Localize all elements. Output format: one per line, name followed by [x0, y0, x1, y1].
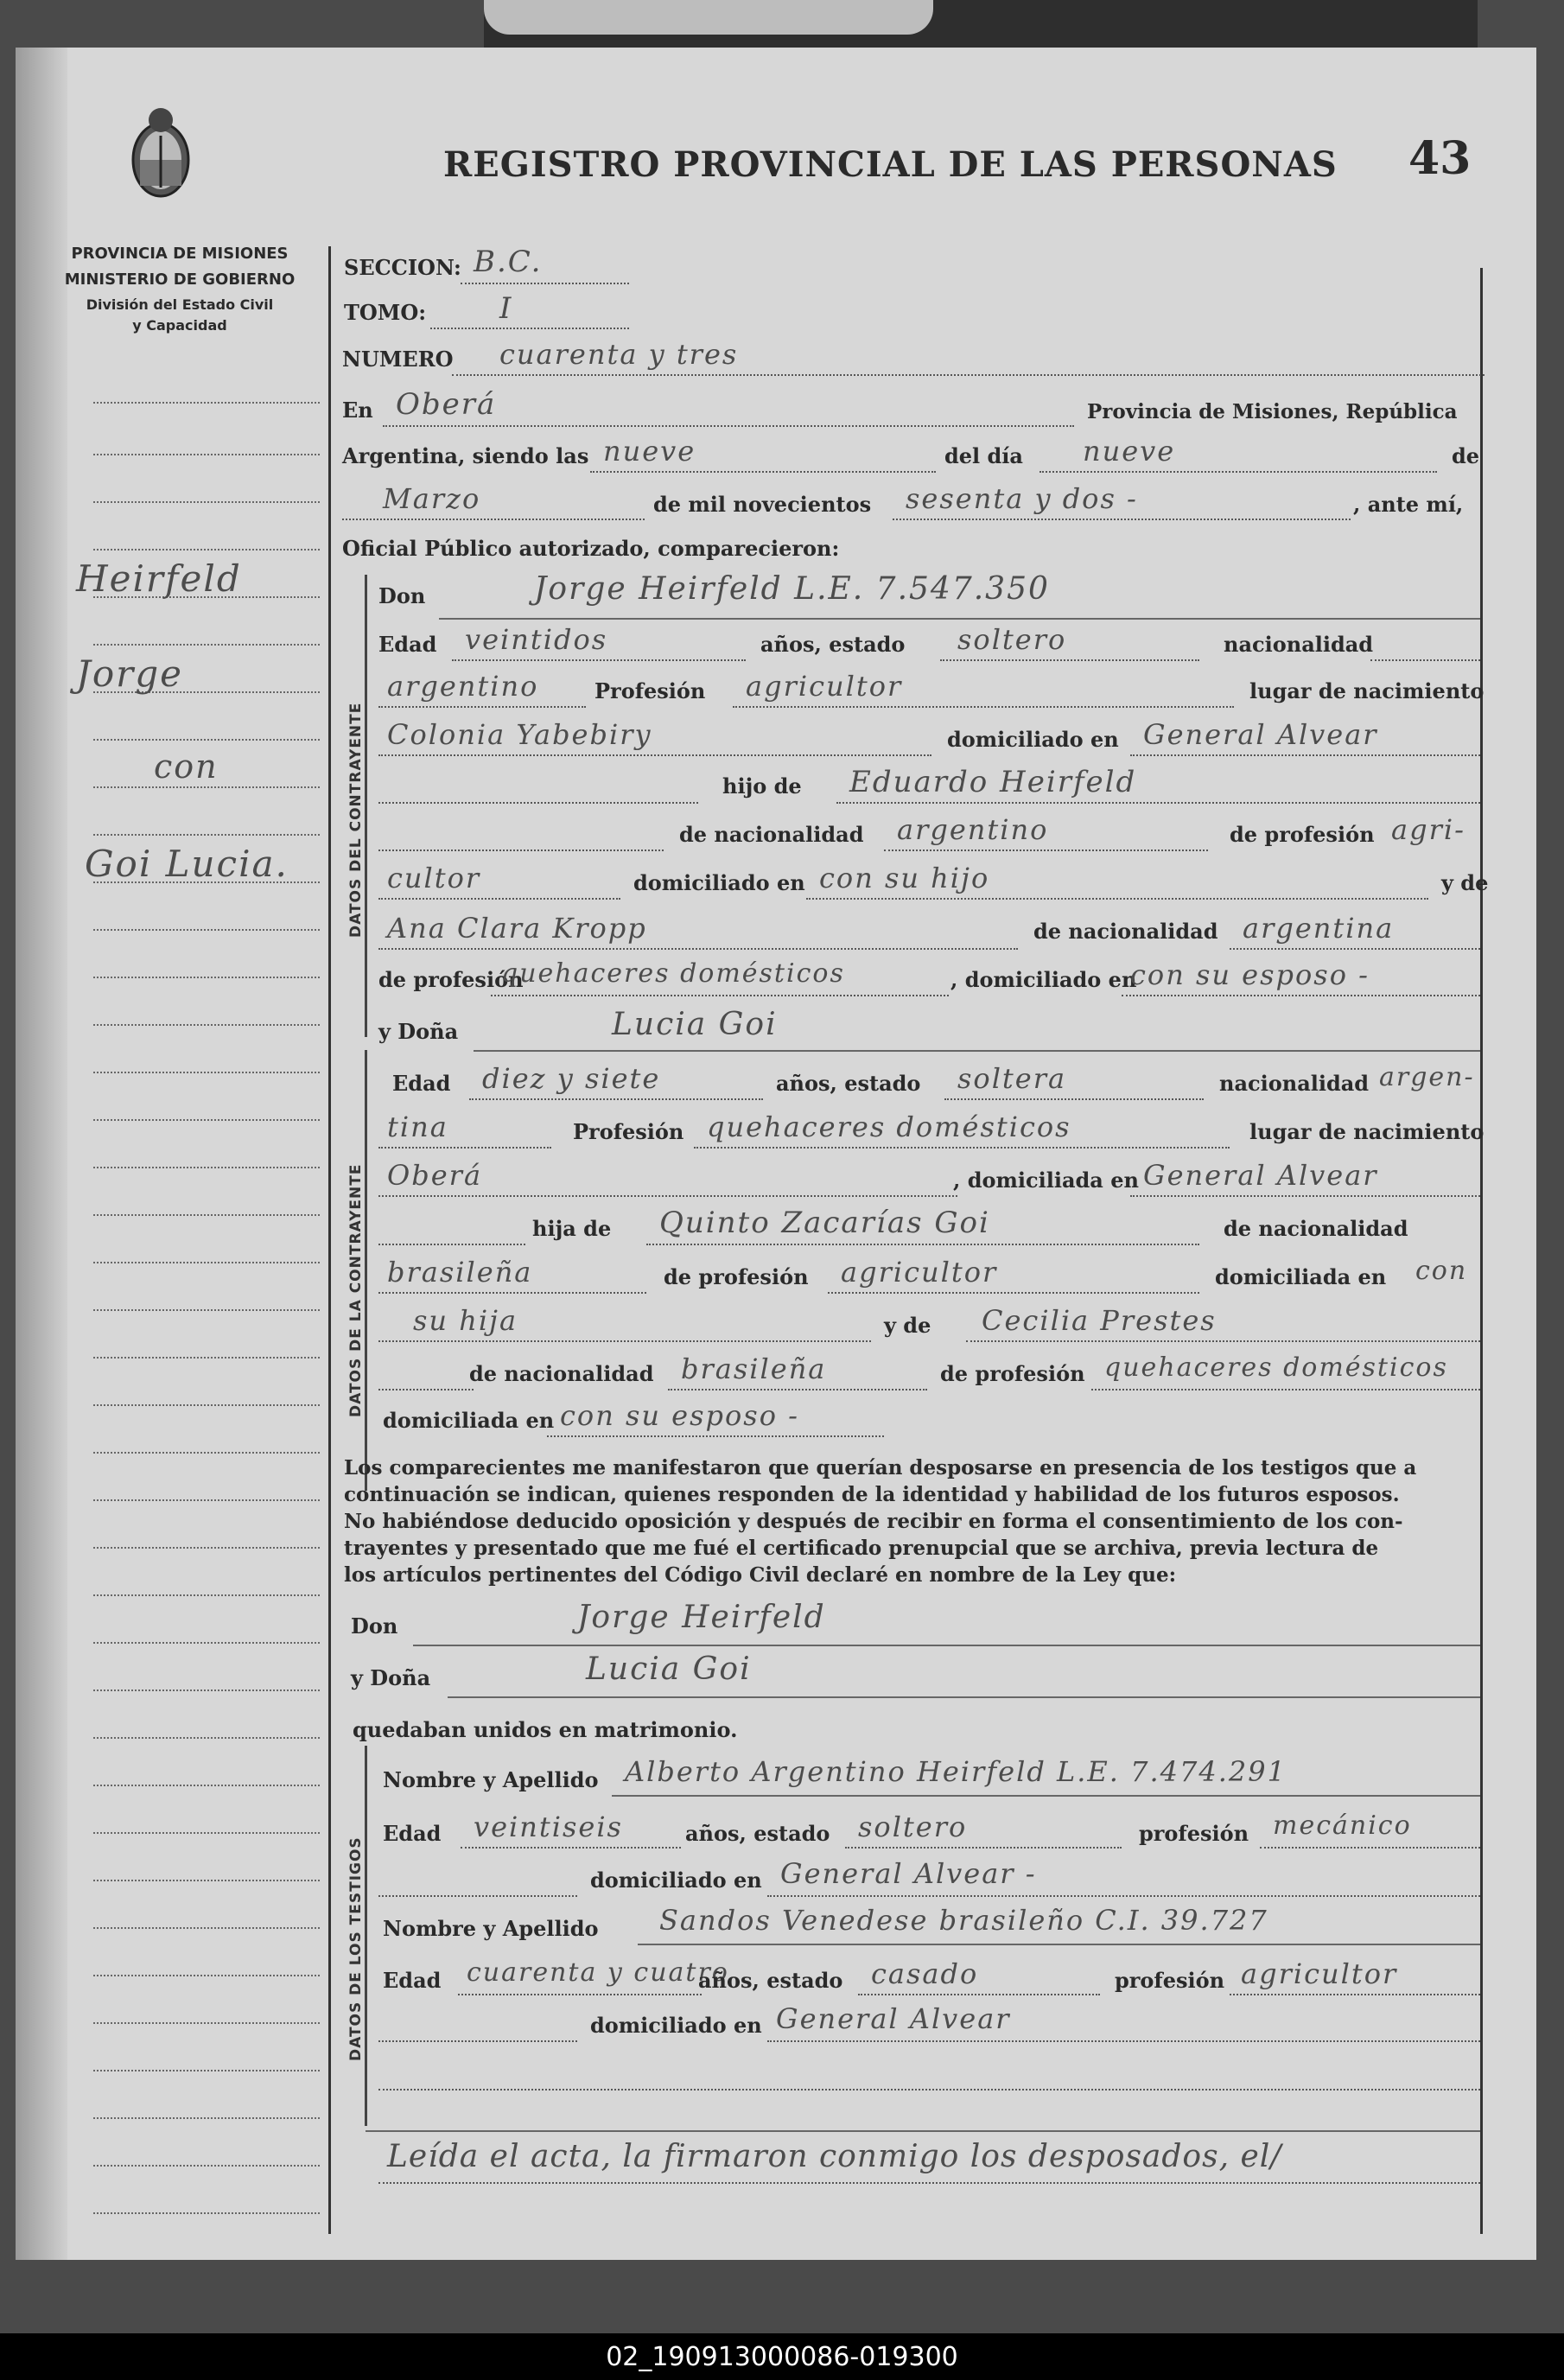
t2-dom-label: domiciliado en [590, 2013, 762, 2038]
c2-hija-label: hija de [532, 1216, 612, 1241]
c2-nac-b: tina [387, 1110, 448, 1143]
hora-value: nueve [603, 435, 696, 468]
c1-madre-dom: con su esposo - [1130, 958, 1370, 991]
c1-blank-line [378, 802, 698, 804]
declaration-line-5: los artículos pertinentes del Código Civil declaré en nombre de la Ley que: [344, 1563, 1177, 1587]
t2-dom: General Alvear [776, 2002, 1011, 2035]
c1-y-de: y de [1441, 870, 1489, 895]
en-line [383, 425, 1074, 427]
c1-madre-nac: argentina [1243, 912, 1395, 945]
c1-anios-estado: años, estado [760, 632, 906, 657]
page-number: 43 [1408, 132, 1472, 185]
contrayente2-section-label: DATOS DE LA CONTRAYENTE [347, 1163, 365, 1417]
c2-nombre-line [474, 1050, 1480, 1052]
contrayente-bracket [365, 575, 367, 1037]
c1-blank-line-2 [378, 850, 664, 851]
margin-divider [328, 246, 331, 2234]
provincia-text: Provincia de Misiones, República [1087, 400, 1458, 423]
c1-edad: veintidos [465, 623, 608, 656]
en-value: Oberá [396, 387, 497, 422]
c2-madre-line [966, 1340, 1480, 1342]
union-closing: quedaban unidos en matrimonio. [353, 1717, 738, 1742]
c1-profesion: agricultor [746, 670, 903, 703]
c2-domicilio-line [1130, 1195, 1480, 1197]
c2-edad-line [469, 1098, 763, 1100]
c2-madre-dom-label: domiciliada en [383, 1408, 555, 1433]
testigos-bracket [365, 1746, 367, 2126]
hora-line [590, 471, 936, 473]
footer-filename: 02_190913000086-019300 [606, 2342, 958, 2372]
c2-madre-nac-line [668, 1389, 927, 1390]
c1-madre-nac-label: de nacionalidad [1033, 919, 1218, 944]
margin-note-surname: Heirfeld [76, 557, 242, 600]
c2-profesion: quehaceres domésticos [707, 1110, 1071, 1143]
c1-padre-prof-label: de profesión [1230, 822, 1375, 847]
c2-estado: soltera [957, 1062, 1067, 1095]
t1-blank-line [378, 1895, 577, 1897]
mes-value: Marzo [383, 482, 481, 515]
background-paper-sheet [484, 0, 933, 35]
c2-blank-line-2 [378, 1389, 474, 1390]
numero-value: cuarenta y tres [499, 338, 739, 371]
c1-madre-dom-label: , domiciliado en [950, 967, 1137, 992]
c1-madre-dom-line [1122, 995, 1480, 996]
c2-padre-nac-label: de nacionalidad [1224, 1216, 1408, 1241]
c2-padre-dom-a: con [1415, 1256, 1468, 1286]
t2-label: Nombre y Apellido [383, 1916, 599, 1941]
mes-line [342, 519, 645, 520]
t2-estado-line [858, 1994, 1100, 1995]
contrayente2-bracket [365, 1050, 367, 1491]
c2-lugar-label: lugar de nacimiento [1249, 1119, 1485, 1144]
de-label: de [1452, 443, 1480, 468]
c1-padre-prof-b: cultor [387, 862, 481, 894]
union-dona-value: Lucia Goi [586, 1651, 752, 1687]
c2-padre: Quinto Zacarías Goi [659, 1206, 990, 1240]
c1-padre-nac-line [884, 850, 1208, 851]
tomo-value: I [499, 291, 513, 326]
t1-edad: veintiseis [474, 1810, 623, 1843]
c2-madre-prof-label: de profesión [940, 1361, 1085, 1386]
seccion-value: B.C. [474, 245, 543, 279]
t1-dom: General Alvear - [780, 1857, 1037, 1890]
margin-note-bride: Goi Lucia. [85, 843, 289, 885]
c1-padre-prof-a: agri- [1391, 813, 1465, 846]
c1-padre-line [836, 802, 1480, 804]
c2-padre-dom-line [378, 1340, 871, 1342]
t2-nombre-line [638, 1944, 1480, 1945]
c1-nacionalidad-line [378, 706, 586, 708]
closing-note-line [378, 2182, 1480, 2184]
t2-edad-label: Edad [383, 1968, 442, 1993]
t1-estado-line [845, 1847, 1122, 1849]
c1-estado-line [940, 659, 1199, 661]
c2-padre-prof-label: de profesión [664, 1264, 809, 1289]
dia-line [1039, 471, 1437, 473]
t2-prof: agricultor [1241, 1957, 1398, 1990]
c1-estado: soltero [957, 623, 1067, 656]
c2-edad: diez y siete [482, 1062, 661, 1095]
contrayente-section-label: DATOS DEL CONTRAYENTE [347, 702, 365, 938]
letterhead-line2: MINISTERIO DE GOBIERNO [64, 270, 296, 289]
c2-padre-dom-label: domiciliada en [1215, 1264, 1387, 1289]
c1-nac-label: nacionalidad [1224, 632, 1374, 657]
c1-edad-label: Edad [378, 632, 437, 657]
c1-padre-nac: argentino [897, 813, 1049, 846]
t1-dom-label: domiciliado en [590, 1868, 762, 1893]
c2-estado-line [944, 1098, 1204, 1100]
c2-nac-a: argen- [1379, 1062, 1475, 1092]
right-border [1480, 268, 1483, 2234]
page-binding-shadow [16, 48, 67, 2260]
c1-lugar-line [378, 754, 931, 756]
declaration-line-2: continuación se indican, quienes responden de la identidad y habilidad de los futuros esposos. [344, 1483, 1400, 1506]
tomo-line [430, 328, 629, 329]
c2-madre-prof: quehaceres domésticos [1104, 1352, 1448, 1383]
c2-blank-line [378, 1244, 525, 1245]
t1-prof-line [1260, 1847, 1480, 1849]
anio-line [893, 519, 1351, 520]
c2-padre-prof: agricultor [841, 1256, 998, 1289]
c2-padre-dom-b: su hija [413, 1304, 518, 1337]
tomo-label: TOMO: [344, 300, 427, 325]
c2-domicilio: General Alvear [1143, 1159, 1378, 1192]
c2-padre-line [646, 1244, 1199, 1245]
c2-madre: Cecilia Prestes [982, 1304, 1217, 1337]
c2-nombre: Lucia Goi [612, 1007, 778, 1042]
t2-prof-label: profesión [1115, 1968, 1225, 1993]
c2-edad-label: Edad [392, 1071, 451, 1096]
t1-label: Nombre y Apellido [383, 1767, 599, 1792]
t1-prof: mecánico [1273, 1810, 1412, 1841]
c1-don-label: Don [378, 583, 426, 608]
c2-padre-nac: brasileña [387, 1256, 533, 1289]
declaration-line-3: No habiéndose deducido oposición y después de recibir en forma el consentimiento de los con- [344, 1510, 1403, 1533]
seccion-label: SECCION: [344, 255, 461, 280]
testigos-blank-line [378, 2089, 1480, 2090]
t2-edad-line [458, 1994, 702, 1995]
anio-value: sesenta y dos - [906, 482, 1138, 515]
letterhead-line4: y Capacidad [132, 317, 227, 334]
c2-madre-dom-line [547, 1435, 884, 1437]
t1-nombre: Alberto Argentino Heirfeld L.E. 7.474.291 [625, 1755, 1287, 1788]
union-dona-label: y Doña [351, 1665, 431, 1690]
t2-nombre: Sandos Venedese brasileño C.I. 39.727 [659, 1904, 1268, 1937]
numero-label: NUMERO [342, 347, 454, 372]
c1-nac-line [1370, 659, 1480, 661]
c1-padre-prof-line [378, 898, 620, 900]
c2-dona-label: y Doña [378, 1019, 459, 1044]
c2-madre-prof-line [1091, 1389, 1480, 1390]
c1-padre: Eduardo Heirfeld [849, 765, 1137, 799]
c1-madre-nac-line [1230, 948, 1480, 950]
c1-lugar-label: lugar de nacimiento [1249, 678, 1485, 703]
seccion-line [461, 283, 629, 284]
t1-prof-label: profesión [1139, 1821, 1249, 1846]
union-don-label: Don [351, 1613, 398, 1639]
c1-domicilio: General Alvear [1143, 718, 1378, 751]
c1-madre-prof-label: de profesión [378, 967, 524, 992]
c1-madre-prof-line [491, 995, 949, 996]
c2-anios-estado: años, estado [776, 1071, 921, 1096]
margin-note-con: con [154, 748, 219, 786]
c1-domic-label: domiciliado en [947, 727, 1119, 752]
t2-estado: casado [871, 1957, 979, 1990]
c2-madre-nac: brasileña [681, 1352, 827, 1385]
c2-profesion-label: Profesión [573, 1119, 684, 1144]
c1-lugar: Colonia Yabebiry [387, 718, 652, 751]
t1-nombre-line [612, 1795, 1480, 1797]
c1-madre-line [378, 948, 1018, 950]
c1-hijo-label: hijo de [722, 773, 802, 799]
c1-domicilio-line [1130, 754, 1480, 756]
c1-nombre-line [439, 618, 1480, 620]
del-dia-label: del día [944, 443, 1023, 468]
t2-blank-line [378, 2040, 577, 2042]
c2-padre-nac-line [378, 1292, 646, 1294]
testigos-section-label: DATOS DE LOS TESTIGOS [347, 1836, 365, 2061]
t1-edad-label: Edad [383, 1821, 442, 1846]
c2-domic-label: , domiciliada en [953, 1168, 1139, 1193]
numero-line [452, 374, 1485, 376]
c1-madre: Ana Clara Kropp [387, 912, 647, 945]
c1-nacionalidad: argentino [387, 670, 539, 703]
t2-dom-line [767, 2040, 1480, 2042]
t2-edad: cuarenta y cuatro [467, 1957, 729, 1988]
c1-madre-prof: quehaceres domésticos [501, 958, 845, 989]
c2-lugar-line [378, 1195, 957, 1197]
c1-profesion-line [733, 706, 1234, 708]
argentina-text: Argentina, siendo las [342, 443, 589, 468]
c1-profesion-label: Profesión [594, 678, 706, 703]
t1-anios: años, estado [685, 1821, 830, 1846]
testigos-bottom-line [366, 2130, 1480, 2132]
letterhead-line3: División del Estado Civil [86, 296, 274, 313]
c2-nac-line [378, 1147, 551, 1149]
dia-value: nueve [1083, 435, 1176, 468]
t2-prof-line [1230, 1994, 1480, 1995]
union-dona-line [448, 1696, 1480, 1698]
closing-note: Leída el acta, la firmaron conmigo los desposados, el/ [387, 2139, 1282, 2174]
mil-label: de mil novecientos [653, 492, 872, 517]
c2-padre-prof-line [828, 1292, 1199, 1294]
ante-mi-text: , ante mí, [1353, 492, 1464, 517]
c2-madre-dom: con su esposo - [560, 1399, 799, 1432]
declaration-line-1: Los comparecientes me manifestaron que querían desposarse en presencia de los testigos que a [344, 1456, 1417, 1480]
margin-note-name: Jorge [76, 652, 183, 695]
c1-nombre: Jorge Heirfeld L.E. 7.547.350 [534, 571, 1050, 607]
register-page [16, 48, 1536, 2260]
t1-edad-line [461, 1847, 681, 1849]
t1-dom-line [767, 1895, 1480, 1897]
c1-padre-dom-line [806, 898, 1428, 900]
c2-nac-label: nacionalidad [1219, 1071, 1370, 1096]
t2-anios: años, estado [698, 1968, 843, 1993]
c2-madre-nac-label: de nacionalidad [469, 1361, 654, 1386]
coat-of-arms-icon [126, 101, 195, 205]
c2-profesion-line [694, 1147, 1230, 1149]
c1-edad-line [452, 659, 746, 661]
c2-y-de: y de [884, 1313, 931, 1338]
c1-padre-dom: con su hijo [819, 862, 990, 894]
c1-padre-nac-label: de nacionalidad [679, 822, 864, 847]
declaration-line-4: trayentes y presentado que me fué el certificado prenupcial que se archiva, previa lectura de [344, 1537, 1379, 1560]
register-title: REGISTRO PROVINCIAL DE LAS PERSONAS [443, 144, 1338, 185]
c2-lugar: Oberá [387, 1159, 483, 1192]
oficial-text: Oficial Público autorizado, comparecieron: [342, 536, 840, 561]
en-label: En [342, 398, 373, 423]
t1-estado: soltero [858, 1810, 968, 1843]
union-don-line [413, 1645, 1480, 1646]
c1-padre-dom-label: domiciliado en [633, 870, 805, 895]
union-don-value: Jorge Heirfeld [577, 1600, 826, 1635]
letterhead-line1: PROVINCIA DE MISIONES [71, 245, 289, 263]
